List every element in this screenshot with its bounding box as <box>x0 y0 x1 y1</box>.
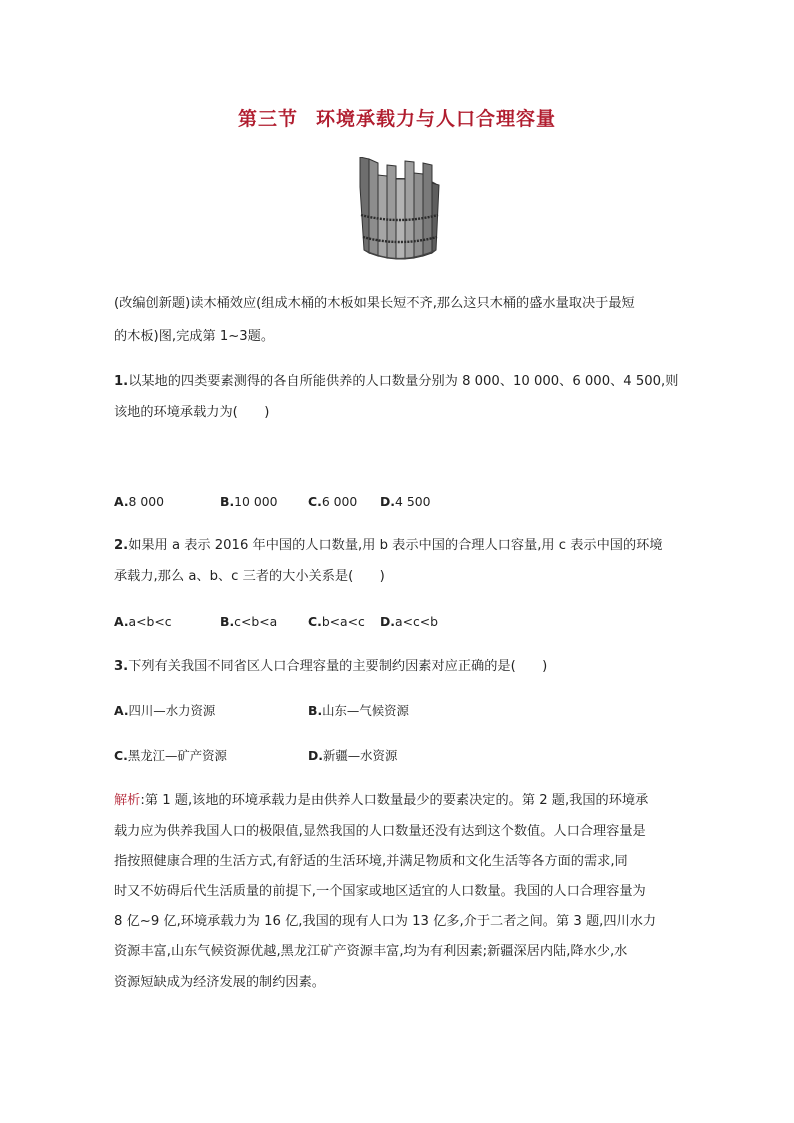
question-1-option-d[interactable]: D.4 500 <box>380 494 431 509</box>
question-1-text-1: 以某地的四类要素测得的各自所能供养的人口数量分别为 8 000、10 000、6 000、4 500,则 <box>128 374 679 389</box>
question-3-option-b[interactable]: B.山东—气候资源 <box>308 703 409 718</box>
section-number: 第三节 <box>237 108 298 130</box>
question-1-option-b[interactable]: B.10 000 <box>220 494 278 509</box>
intro-line-2: 的木板)图,完成第 1~3题。 <box>114 329 275 344</box>
question-1-number: 1. <box>114 374 129 389</box>
question-3-line-1 <box>114 657 694 677</box>
analysis-label: 解析 <box>114 793 141 808</box>
question-2-option-b[interactable]: B.c<b<a <box>220 614 278 629</box>
question-1-option-c[interactable]: C.6 000 <box>308 494 358 509</box>
question-1-line-1 <box>114 372 694 392</box>
analysis-line-4: 时又不妨碍后代生活质量的前提下,一个国家或地区适宜的人口数量。我国的人口合理容量为 <box>114 884 646 899</box>
question-2-text-1: 如果用 a 表示 2016 年中国的人口数量,用 b 表示中国的合理人口容量,用 c 表示中国的环境 <box>128 538 663 553</box>
question-3-text-1: 下列有关我国不同省区人口合理容量的主要制约因素对应正确的是( ) <box>128 659 548 674</box>
wooden-bucket-image <box>352 157 446 269</box>
page-title <box>0 104 794 131</box>
analysis-line-5: 8 亿~9 亿,环境承载力为 16 亿,我国的现有人口为 13 亿多,介于二者之间。第 3 题,四川水力 <box>114 914 657 929</box>
question-2-number: 2. <box>114 538 129 553</box>
analysis-line-2: 载力应为供养我国人口的极限值,显然我国的人口数量还没有达到这个数值。人口合理容量是 <box>114 824 646 839</box>
question-2-option-c[interactable]: C.b<a<c <box>308 614 365 629</box>
question-3-option-c[interactable]: C.黑龙江—矿产资源 <box>114 748 227 763</box>
analysis-line-7: 资源短缺成为经济发展的制约因素。 <box>114 975 325 990</box>
question-1-line-2: 该地的环境承载力为( ) <box>114 405 270 420</box>
question-2-option-d[interactable]: D.a<c<b <box>380 614 439 629</box>
question-2-option-a[interactable]: A.a<b<c <box>114 614 172 629</box>
question-1-option-a[interactable]: A.8 000 <box>114 494 165 509</box>
analysis-line-3: 指按照健康合理的生活方式,有舒适的生活环境,并满足物质和文化生活等各方面的需求,同 <box>114 854 628 869</box>
analysis-line-1: 解析:第 1 题,该地的环境承载力是由供养人口数量最少的要素决定的。第 2 题,我国的环境承 <box>114 793 649 808</box>
analysis-line-6: 资源丰富,山东气候资源优越,黑龙江矿产资源丰富,均为有利因素;新疆深居内陆,降水少,水 <box>114 944 628 959</box>
question-2-line-1 <box>114 536 694 556</box>
intro-line-1: (改编创新题)读木桶效应(组成木桶的木板如果长短不齐,那么这只木桶的盛水量取决于最短 <box>114 296 635 311</box>
section-heading: 环境承载力与人口合理容量 <box>316 108 557 130</box>
question-2-line-2: 承载力,那么 a、b、c 三者的大小关系是( ) <box>114 569 385 584</box>
question-3-option-a[interactable]: A.四川—水力资源 <box>114 703 216 718</box>
question-3-number: 3. <box>114 659 129 674</box>
question-3-option-d[interactable]: D.新疆—水资源 <box>308 748 398 763</box>
